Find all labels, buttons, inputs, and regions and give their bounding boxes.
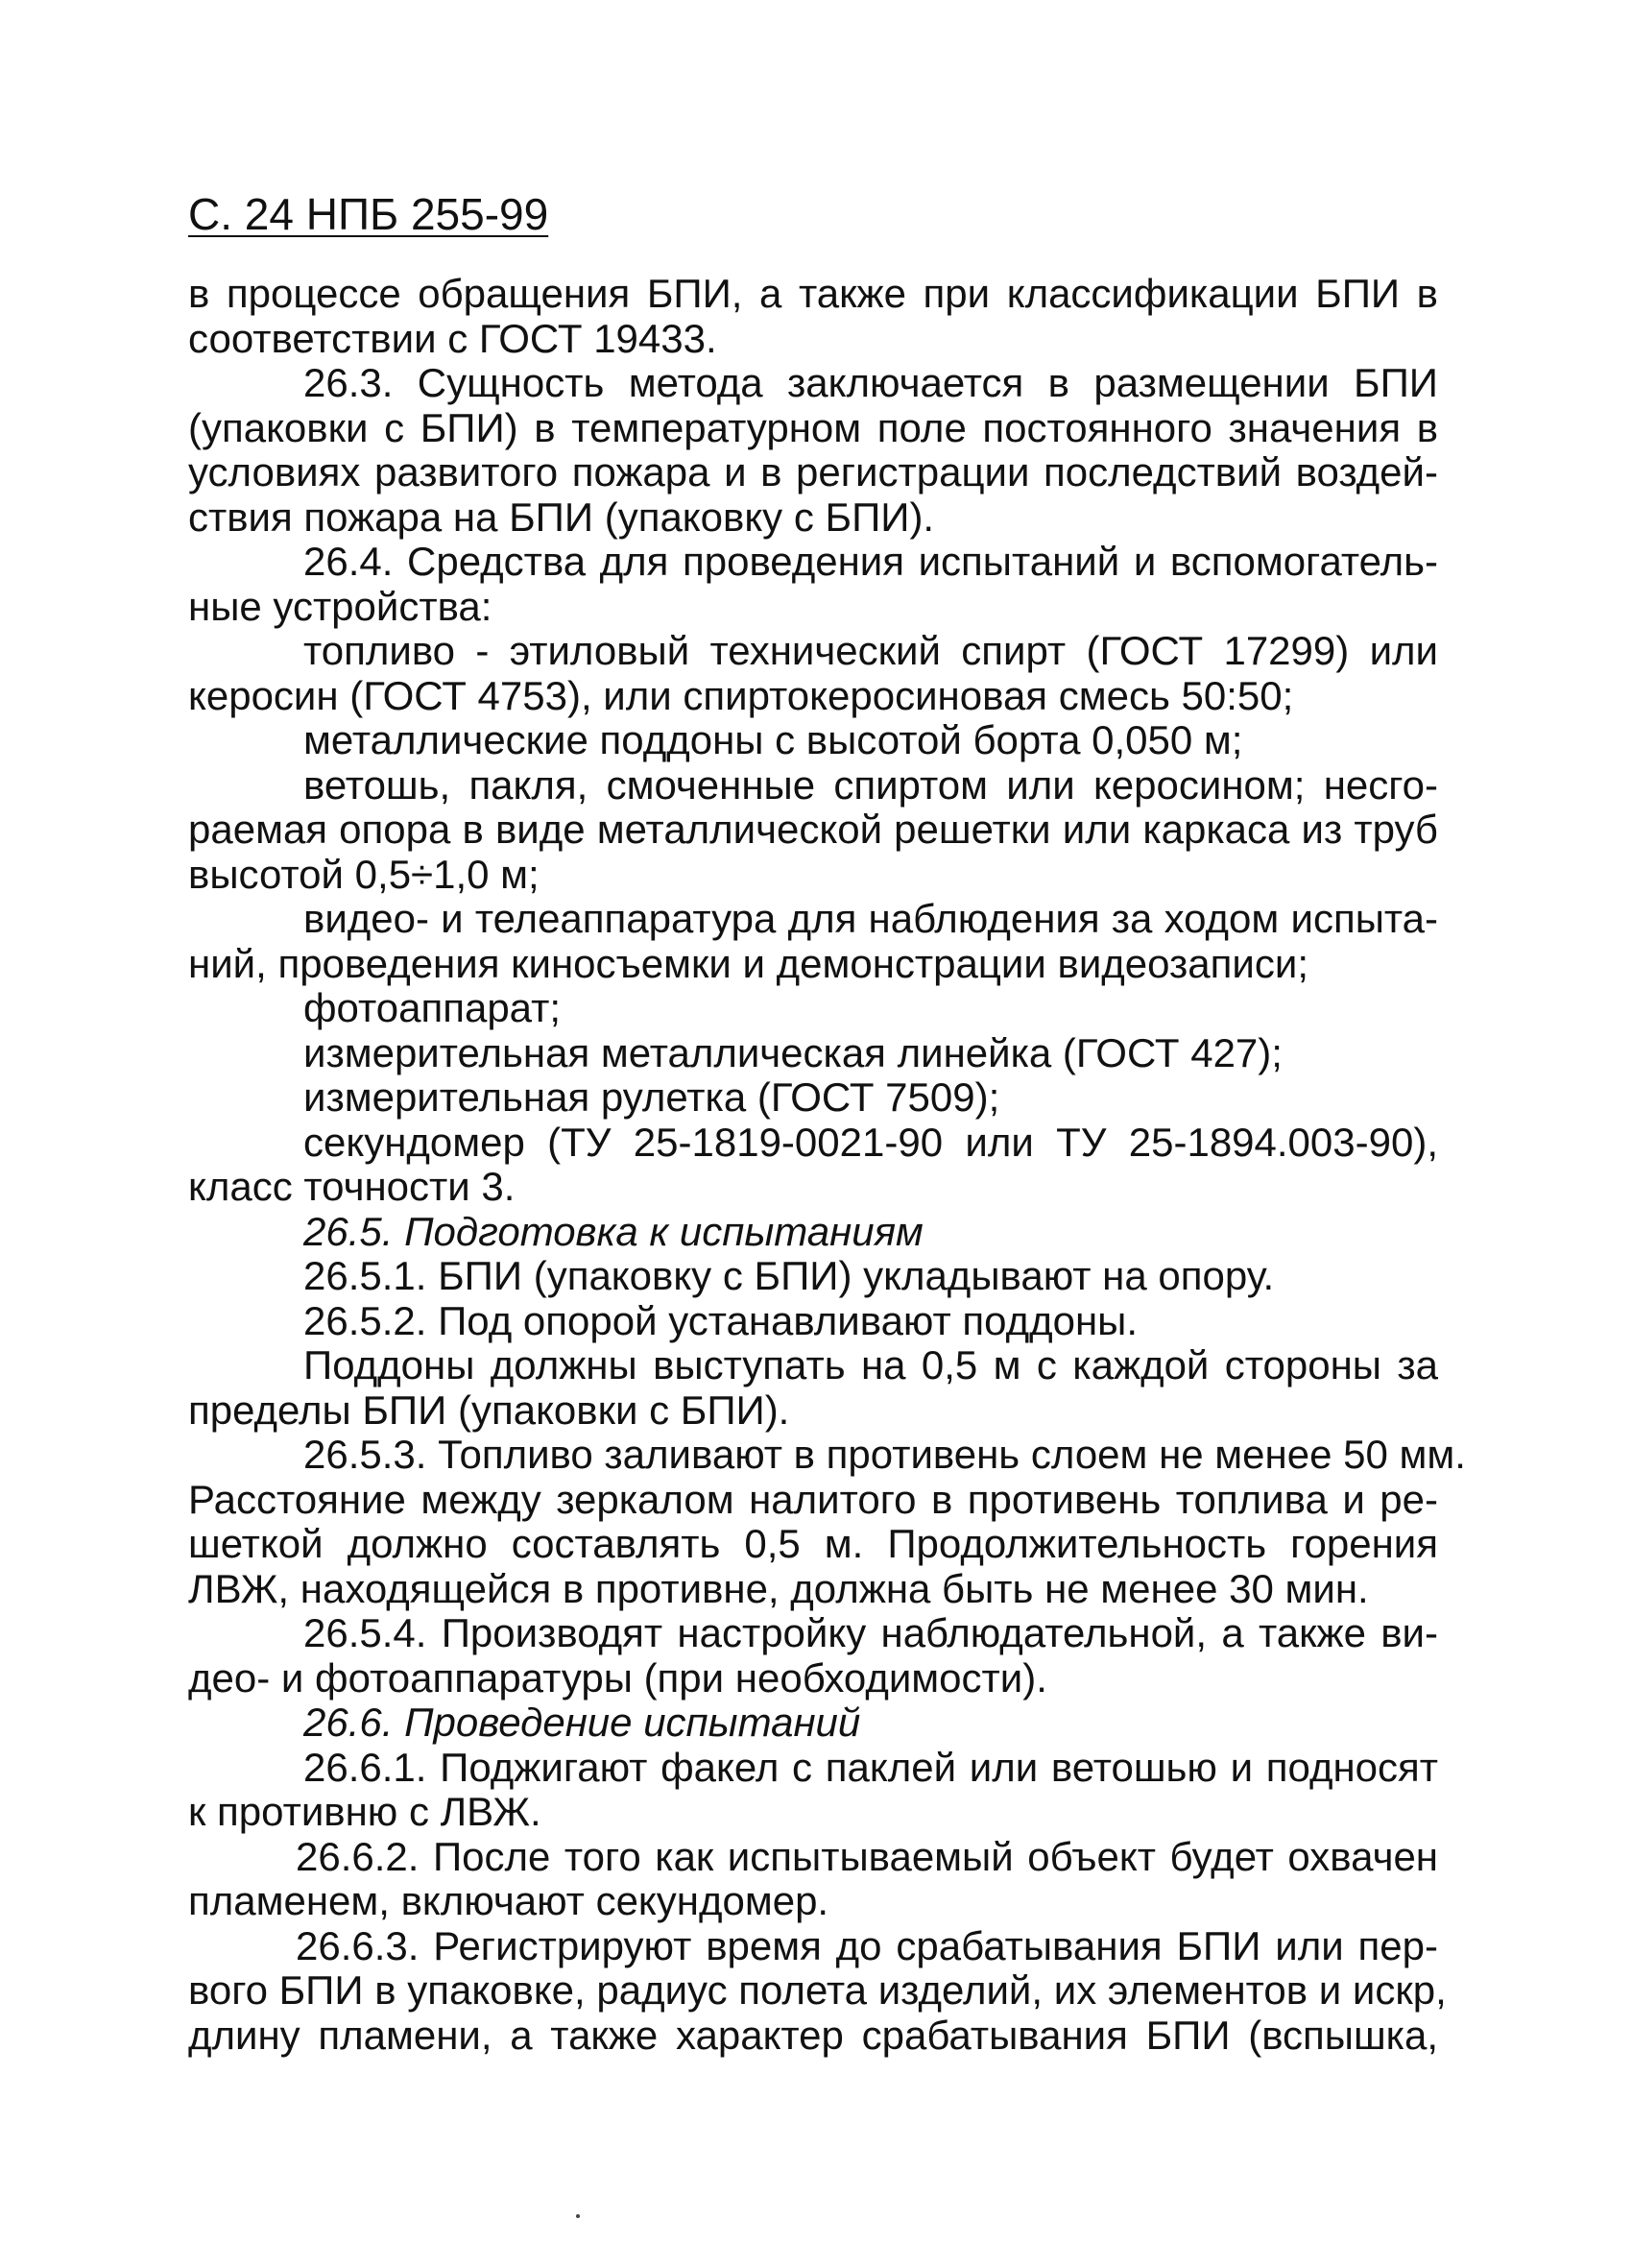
text-line: в процессе обращения БПИ, а также при классификации БПИ в [188, 271, 1438, 316]
paragraph-26-4: 26.4. Средства для проведения испытаний и вспомогатель- [303, 539, 1438, 584]
text-line: (упаковки с БПИ) в температурном поле постоянного значения в [188, 404, 1438, 450]
paragraph-26-5-3: 26.5.3. Топливо заливают в противень слоем не менее 50 мм. [303, 1432, 1466, 1477]
paragraph-26-5-1: 26.5.1. БПИ (упаковку с БПИ) укладывают на опору. [303, 1253, 1275, 1298]
text-line: ствия пожара на БПИ (упаковку с БПИ). [188, 494, 935, 540]
list-item-trays: металлические поддоны с высотой борта 0,050 м; [303, 717, 1243, 762]
list-item-stopwatch: секундомер (ТУ 25-1819-0021-90 или ТУ 25-1894.003-90), [303, 1119, 1438, 1165]
section-heading-26-5: 26.5. Подготовка к испытаниям [303, 1208, 924, 1254]
list-item-fuel: топливо - этиловый технический спирт (ГОСТ 17299) или [303, 628, 1438, 673]
text-line: део- и фотоаппаратуры (при необходимости). [188, 1654, 1047, 1701]
section-heading-26-6: 26.6. Проведение испытаний [303, 1700, 861, 1745]
text-line: Поддоны должны выступать на 0,5 м с каждой стороны за [303, 1342, 1438, 1387]
paragraph-26-6-1: 26.6.1. Поджигают факел с паклей или ветошью и подносят [303, 1744, 1438, 1790]
list-item-rags: ветошь, пакля, смоченные спиртом или керосином; несго- [303, 761, 1438, 808]
text-line: класс точности 3. [188, 1164, 516, 1209]
text-line: соответствии с ГОСТ 19433. [188, 315, 717, 361]
page-header: С. 24 НПБ 255-99 [188, 189, 549, 239]
list-item-tape: измерительная рулетка (ГОСТ 7509); [303, 1074, 1000, 1120]
scan-speck [576, 2214, 580, 2218]
list-item-video: видео- и телеаппаратура для наблюдения за ходом испыта- [303, 896, 1438, 941]
text-line: шеткой должно составлять 0,5 м. Продолжительность горения [188, 1521, 1438, 1566]
text-line: Расстояние между зеркалом налитого в противень топлива и ре- [188, 1476, 1438, 1522]
text-line: вого БПИ в упаковке, радиус полета изделий, их элементов и искр, [188, 1967, 1447, 2013]
paragraph-26-6-2: 26.6.2. После того как испытываемый объект будет охвачен [296, 1833, 1438, 1879]
text-line: длину пламени, а также характер срабатывания БПИ (вспышка, [188, 2012, 1438, 2058]
list-item-ruler: измерительная металлическая линейка (ГОСТ 427); [303, 1029, 1283, 1075]
paragraph-26-3: 26.3. Сущность метода заключается в размещении БПИ [303, 360, 1438, 405]
paragraph-26-6-3: 26.6.3. Регистрируют время до срабатывания БПИ или пер- [296, 1922, 1438, 1968]
text-line: пламенем, включают секундомер. [188, 1878, 829, 1923]
paragraph-26-5-4: 26.5.4. Производят настройку наблюдательной, а также ви- [303, 1610, 1438, 1655]
text-line: ЛВЖ, находящейся в противне, должна быть не менее 30 мин. [188, 1565, 1369, 1611]
text-line: пределы БПИ (упаковки с БПИ). [188, 1387, 790, 1433]
page-body [188, 271, 1466, 2058]
text-line: ные устройства: [188, 583, 492, 629]
list-item-camera: фотоаппарат; [303, 985, 562, 1030]
text-line: условиях развитого пожара и в регистрации последствий воздей- [188, 449, 1438, 495]
text-line: керосин (ГОСТ 4753), или спиртокеросиновая смесь 50:50; [188, 672, 1294, 718]
text-line: высотой 0,5÷1,0 м; [188, 851, 540, 897]
text-line: к противню с ЛВЖ. [188, 1789, 541, 1834]
text-line: раемая опора в виде металлической решетки или каркаса из труб [188, 807, 1438, 852]
paragraph-26-5-2: 26.5.2. Под опорой устанавливают поддоны. [303, 1297, 1139, 1343]
text-line: ний, проведения киносъемки и демонстрации видеозаписи; [188, 940, 1308, 986]
